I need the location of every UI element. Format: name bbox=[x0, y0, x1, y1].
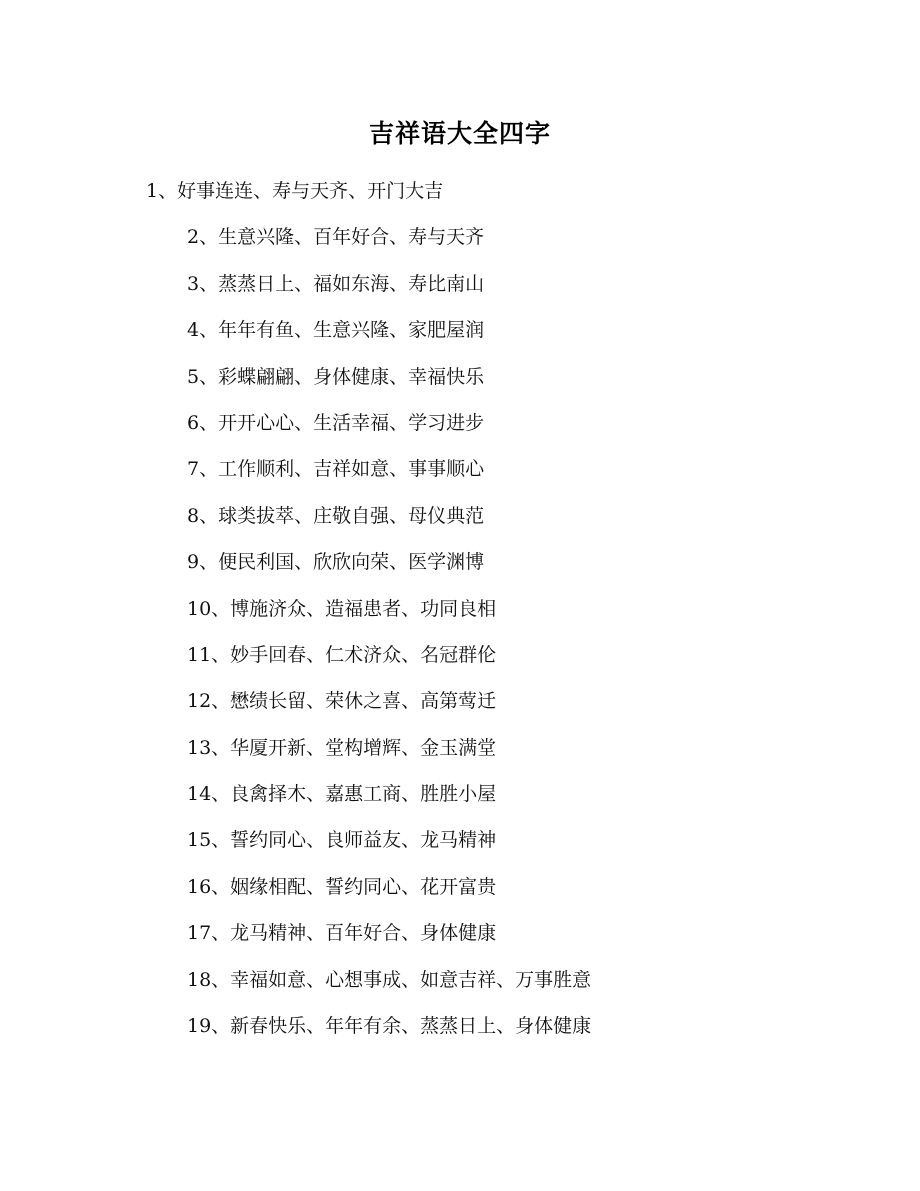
list-item: 2、生意兴隆、百年好合、寿与天齐 bbox=[187, 226, 485, 249]
list-item: 9、便民利国、欣欣向荣、医学渊博 bbox=[187, 551, 485, 574]
list-item: 18、幸福如意、心想事成、如意吉祥、万事胜意 bbox=[187, 968, 592, 991]
list-item: 13、华厦开新、堂构增辉、金玉满堂 bbox=[187, 736, 497, 759]
list-item: 11、妙手回春、仁术济众、名冠群伦 bbox=[187, 643, 497, 666]
list-item: 4、年年有鱼、生意兴隆、家肥屋润 bbox=[187, 319, 485, 342]
list-item: 17、龙马精神、百年好合、身体健康 bbox=[187, 922, 497, 945]
list-item: 1、好事连连、寿与天齐、开门大吉 bbox=[146, 180, 444, 202]
list-item: 16、姻缘相配、誓约同心、花开富贵 bbox=[187, 875, 497, 898]
list-item: 10、博施济众、造福患者、功同良相 bbox=[187, 597, 497, 620]
list-item: 14、良禽择木、嘉惠工商、胜胜小屋 bbox=[187, 783, 497, 806]
list-item: 5、彩蝶翩翩、身体健康、幸福快乐 bbox=[187, 365, 485, 388]
document-title: 吉祥语大全四字 bbox=[368, 119, 551, 148]
list-item: 15、誓约同心、良师益友、龙马精神 bbox=[187, 829, 497, 852]
list-item: 3、蒸蒸日上、福如东海、寿比南山 bbox=[187, 272, 485, 295]
list-item: 12、懋绩长留、荣休之喜、高第莺迁 bbox=[187, 690, 497, 713]
list-item: 8、球类拔萃、庄敬自强、母仪典范 bbox=[187, 504, 485, 527]
list-item: 6、开开心心、生活幸福、学习进步 bbox=[187, 411, 485, 434]
list-item: 19、新春快乐、年年有余、蒸蒸日上、身体健康 bbox=[187, 1015, 592, 1038]
phrase-list bbox=[0, 176, 920, 1057]
list-item: 7、工作顺利、吉祥如意、事事顺心 bbox=[187, 458, 485, 481]
